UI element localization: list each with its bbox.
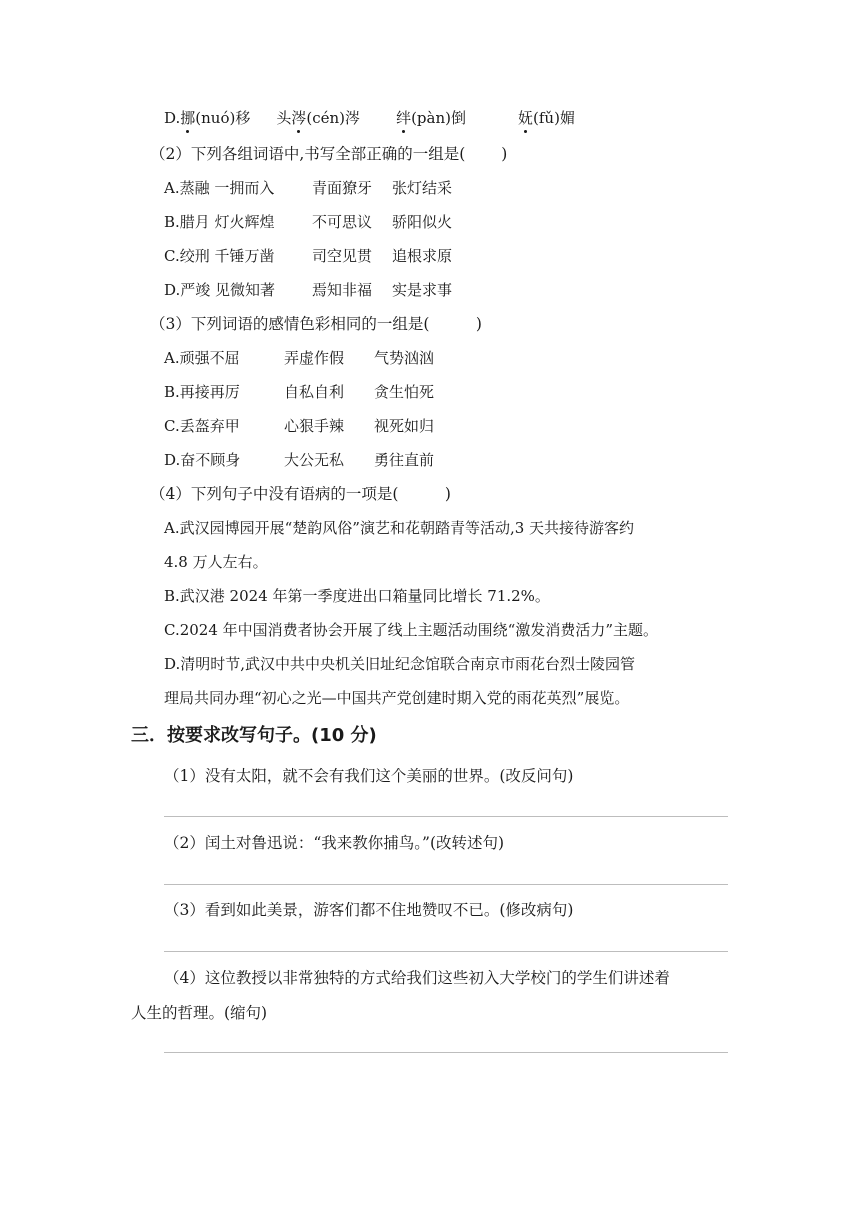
option-label: D. bbox=[164, 109, 181, 127]
q4-option-a-line2: 4.8 万人左右。 bbox=[164, 553, 268, 571]
option-words: D.严竣 见微知著 bbox=[164, 281, 276, 299]
option-word: 弄虚作假 bbox=[284, 349, 345, 367]
q4-option-d-line1: D.清明时节,武汉中共中央机关旧址纪念馆联合南京市雨花台烈士陵园管 bbox=[164, 655, 636, 673]
q2-option-c bbox=[164, 246, 452, 266]
option-words: B.腊月 灯火辉煌 bbox=[164, 213, 275, 231]
question-2: （2）下列各组词语中,书写全部正确的一组是( ) bbox=[150, 145, 508, 163]
q2-option-a bbox=[164, 178, 452, 198]
option-word: 追根求原 bbox=[392, 247, 453, 265]
dotted-char: 绊 bbox=[396, 109, 412, 127]
rewrite-item-4-line2: 人生的哲理。(缩句) bbox=[131, 1004, 268, 1022]
option-word: 气势汹汹 bbox=[374, 349, 435, 367]
question-3: （3）下列词语的感情色彩相同的一组是( ) bbox=[150, 315, 482, 333]
section-heading: 三．按要求改写句子。(10 分) bbox=[131, 725, 377, 746]
option-word: 焉知非福 bbox=[312, 281, 373, 299]
option-word: 不可思议 bbox=[312, 213, 373, 231]
q4-option-d-line2: 理局共同办理“初心之光—中国共产党创建时期入党的雨花英烈”展览。 bbox=[164, 689, 630, 707]
option-words: C.绞刑 千锤万凿 bbox=[164, 247, 275, 265]
q4-option-a-line1: A.武汉园博园开展“楚韵风俗”演艺和花朝踏青等活动,3 天共接待游客约 bbox=[164, 519, 635, 537]
word-rest: 媚 bbox=[559, 109, 575, 127]
pinyin: (pàn) bbox=[411, 109, 451, 127]
option-word: 自私自利 bbox=[284, 383, 345, 401]
option-word: B.再接再厉 bbox=[164, 383, 240, 401]
option-word: C.丢盔弃甲 bbox=[164, 417, 240, 435]
option-word: 骄阳似火 bbox=[392, 213, 453, 231]
option-word: 张灯结采 bbox=[392, 179, 453, 197]
rewrite-item-2: （2）闰土对鲁迅说：“我来教你捕鸟。”(改转述句) bbox=[164, 834, 505, 852]
q4-option-c: C.2024 年中国消费者协会开展了线上主题活动围绕“激发消费活力”主题。 bbox=[164, 621, 658, 639]
q3-option-a bbox=[164, 348, 434, 368]
q2-option-d bbox=[164, 280, 452, 300]
answer-line[interactable] bbox=[164, 951, 728, 952]
question-4: （4）下列句子中没有语病的一项是( ) bbox=[150, 485, 451, 503]
word-prefix: 头 bbox=[276, 109, 292, 127]
option-word: 勇往直前 bbox=[374, 451, 435, 469]
q3-option-c bbox=[164, 416, 434, 436]
pinyin: (nuó) bbox=[195, 109, 236, 127]
pinyin: (cén) bbox=[306, 109, 346, 127]
rewrite-item-3: （3）看到如此美景，游客们都不住地赞叹不已。(修改病句) bbox=[164, 901, 574, 919]
dotted-char: 挪 bbox=[180, 109, 196, 127]
option-word: A.顽强不屈 bbox=[164, 349, 240, 367]
answer-line[interactable] bbox=[164, 884, 728, 885]
answer-line[interactable] bbox=[164, 816, 728, 817]
option-word: 大公无私 bbox=[284, 451, 345, 469]
word-rest: 涔 bbox=[345, 109, 361, 127]
dotted-char: 妩 bbox=[518, 109, 534, 127]
q1-option-d bbox=[164, 108, 575, 128]
option-word: 青面獠牙 bbox=[312, 179, 373, 197]
answer-line[interactable] bbox=[164, 1052, 728, 1053]
q2-option-b bbox=[164, 212, 452, 232]
option-word: 司空见贯 bbox=[312, 247, 373, 265]
word-rest: 移 bbox=[235, 109, 251, 127]
q3-option-d bbox=[164, 450, 434, 470]
option-word: 心狠手辣 bbox=[284, 417, 345, 435]
rewrite-item-1: （1）没有太阳，就不会有我们这个美丽的世界。(改反问句) bbox=[164, 767, 574, 785]
q4-option-b: B.武汉港 2024 年第一季度进出口箱量同比增长 71.2%。 bbox=[164, 587, 550, 605]
option-word: D.奋不顾身 bbox=[164, 451, 241, 469]
option-word: 实是求事 bbox=[392, 281, 453, 299]
option-word: 视死如归 bbox=[374, 417, 435, 435]
pinyin: (fǔ) bbox=[533, 109, 560, 127]
option-words: A.蒸融 一拥而入 bbox=[164, 179, 275, 197]
rewrite-item-4-line1: （4）这位教授以非常独特的方式给我们这些初入大学校门的学生们讲述着 bbox=[164, 969, 670, 987]
word-rest: 倒 bbox=[451, 109, 467, 127]
option-word: 贪生怕死 bbox=[374, 383, 435, 401]
dotted-char: 涔 bbox=[291, 109, 307, 127]
q3-option-b bbox=[164, 382, 434, 402]
